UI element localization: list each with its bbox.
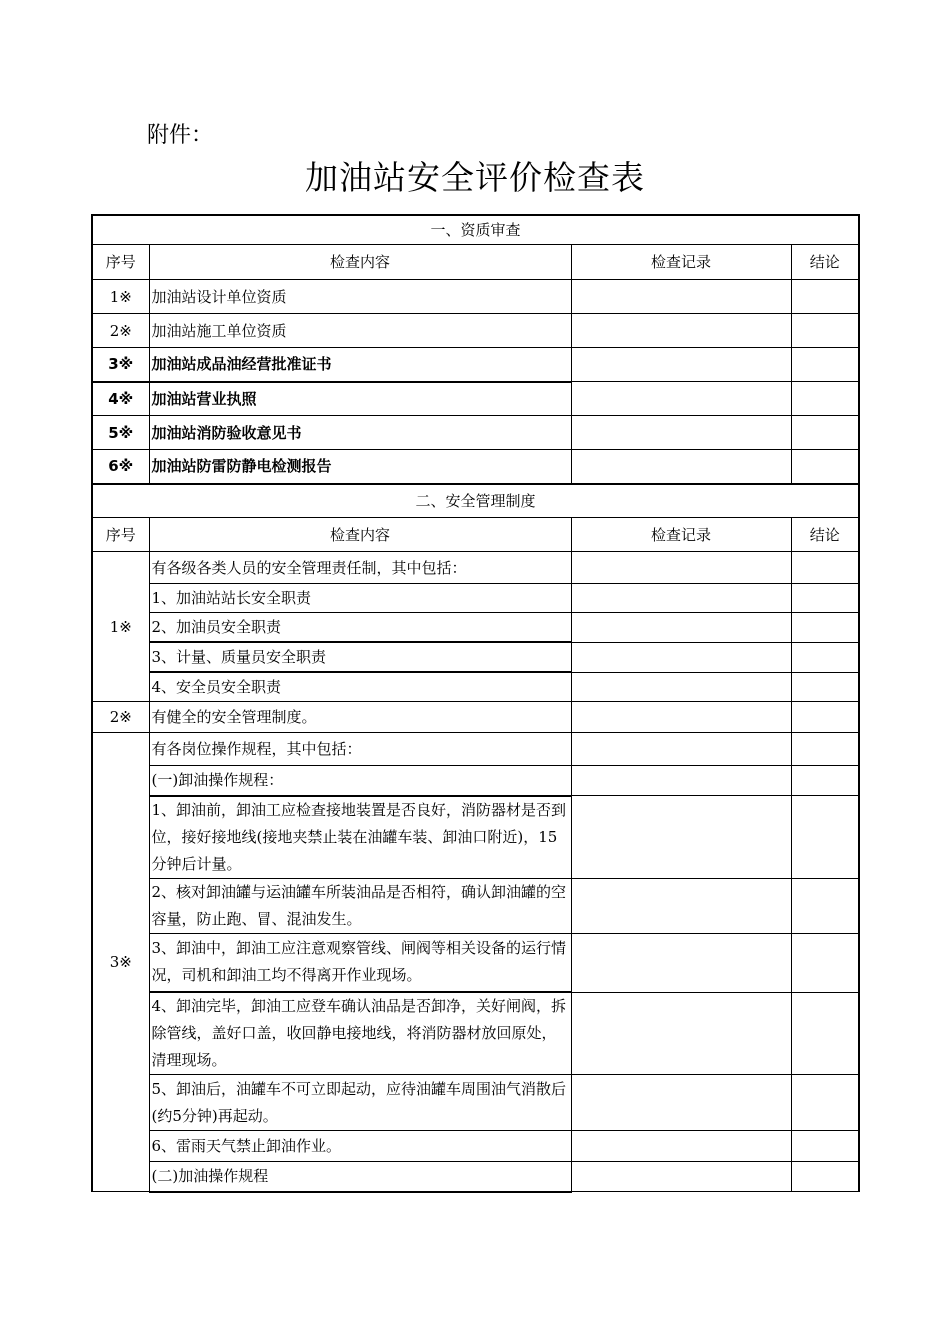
row-no: 3※	[92, 733, 149, 1192]
record-cell[interactable]	[571, 878, 791, 933]
result-cell[interactable]	[791, 314, 859, 348]
result-cell[interactable]	[791, 348, 859, 382]
row-content: 加油站设计单位资质	[149, 280, 571, 314]
table-row	[92, 733, 859, 766]
result-cell[interactable]	[791, 796, 859, 879]
table-row	[92, 280, 859, 314]
record-cell[interactable]	[571, 1162, 791, 1192]
row-content: 加油站施工单位资质	[149, 314, 571, 348]
record-cell[interactable]	[571, 280, 791, 314]
row-content: 加油站成品油经营批准证书	[149, 348, 571, 382]
row-no: 6※	[92, 450, 149, 484]
col-header-result: 结论	[791, 518, 859, 552]
record-cell[interactable]	[571, 702, 791, 733]
section-title: 二、安全管理制度	[92, 484, 859, 518]
record-cell[interactable]	[571, 992, 791, 1075]
row-content: 有各级各类人员的安全管理责任制，其中包括：	[149, 552, 571, 584]
record-cell[interactable]	[571, 450, 791, 484]
row-no: 5※	[92, 416, 149, 450]
row-no: 2※	[92, 314, 149, 348]
record-cell[interactable]	[571, 733, 791, 766]
result-cell[interactable]	[791, 416, 859, 450]
row-no: 3※	[92, 348, 149, 382]
row-content: (二)加油操作规程	[149, 1162, 571, 1192]
table-header-row	[92, 245, 859, 280]
row-content: 4、卸油完毕，卸油工应登车确认油品是否卸净，关好闸阀，拆除管线，盖好口盖，收回静电接地线，将消防器材放回原处，清理现场。	[149, 992, 571, 1075]
record-cell[interactable]	[571, 642, 791, 672]
result-cell[interactable]	[791, 280, 859, 314]
result-cell[interactable]	[791, 878, 859, 933]
section-header-qualification	[92, 215, 859, 245]
table-row	[92, 766, 859, 796]
row-no: 1※	[92, 280, 149, 314]
section-title: 一、资质审查	[92, 215, 859, 245]
table-row	[92, 933, 859, 992]
col-header-no: 序号	[92, 518, 149, 552]
result-cell[interactable]	[791, 382, 859, 416]
result-cell[interactable]	[791, 766, 859, 796]
page-title: 加油站安全评价检查表	[305, 158, 645, 197]
table-row	[92, 702, 859, 733]
table-row	[92, 642, 859, 672]
record-cell[interactable]	[571, 348, 791, 382]
table-row	[92, 613, 859, 643]
record-cell[interactable]	[571, 933, 791, 992]
table-row	[92, 584, 859, 613]
col-header-result: 结论	[791, 245, 859, 280]
record-cell[interactable]	[571, 796, 791, 879]
result-cell[interactable]	[791, 450, 859, 484]
row-content: 1、加油站站长安全职责	[149, 584, 571, 613]
result-cell[interactable]	[791, 702, 859, 733]
row-content: 6、雷雨天气禁止卸油作业。	[149, 1131, 571, 1162]
table-row	[92, 348, 859, 382]
record-cell[interactable]	[571, 1075, 791, 1131]
row-content: 加油站营业执照	[149, 382, 571, 416]
row-content: 加油站防雷防静电检测报告	[149, 450, 571, 484]
result-cell[interactable]	[791, 552, 859, 584]
row-no: 1※	[92, 552, 149, 702]
record-cell[interactable]	[571, 672, 791, 702]
col-header-record: 检查记录	[571, 245, 791, 280]
result-cell[interactable]	[791, 1131, 859, 1162]
section-header-safety-management	[92, 484, 859, 518]
col-header-no: 序号	[92, 245, 149, 280]
table-row	[92, 992, 859, 1075]
result-cell[interactable]	[791, 584, 859, 613]
row-content: 4、安全员安全职责	[149, 672, 571, 702]
row-content: 有健全的安全管理制度。	[149, 702, 571, 733]
table-row	[92, 416, 859, 450]
record-cell[interactable]	[571, 613, 791, 643]
record-cell[interactable]	[571, 416, 791, 450]
row-content: 3、计量、质量员安全职责	[149, 642, 571, 672]
row-content: 加油站消防验收意见书	[149, 416, 571, 450]
col-header-record: 检查记录	[571, 518, 791, 552]
row-content: 有各岗位操作规程，其中包括：	[149, 733, 571, 766]
row-no: 4※	[92, 382, 149, 416]
record-cell[interactable]	[571, 552, 791, 584]
col-header-content: 检查内容	[149, 518, 571, 552]
table-row	[92, 1075, 859, 1131]
result-cell[interactable]	[791, 1075, 859, 1131]
result-cell[interactable]	[791, 933, 859, 992]
row-content: 1、卸油前，卸油工应检查接地装置是否良好，消防器材是否到位，接好接地线(接地夹禁止装在油罐车装、卸油口附近)，15分钟后计量。	[149, 796, 571, 879]
record-cell[interactable]	[571, 766, 791, 796]
table-row	[92, 1162, 859, 1192]
row-content: (一)卸油操作规程：	[149, 766, 571, 796]
table-row	[92, 1131, 859, 1162]
table-row	[92, 796, 859, 879]
table-row	[92, 382, 859, 416]
record-cell[interactable]	[571, 382, 791, 416]
table-row	[92, 672, 859, 702]
result-cell[interactable]	[791, 733, 859, 766]
row-no: 2※	[92, 702, 149, 733]
col-header-content: 检查内容	[149, 245, 571, 280]
row-content: 5、卸油后，油罐车不可立即起动，应待油罐车周围油气消散后(约5分钟)再起动。	[149, 1075, 571, 1131]
row-content: 3、卸油中，卸油工应注意观察管线、闸阀等相关设备的运行情况，司机和卸油工均不得离开作业现场。	[149, 933, 571, 992]
result-cell[interactable]	[791, 642, 859, 672]
result-cell[interactable]	[791, 992, 859, 1075]
result-cell[interactable]	[791, 672, 859, 702]
table-header-row	[92, 518, 859, 552]
record-cell[interactable]	[571, 1131, 791, 1162]
record-cell[interactable]	[571, 314, 791, 348]
attachment-label: 附件：	[147, 123, 214, 148]
table-row	[92, 314, 859, 348]
table-row	[92, 552, 859, 584]
result-cell[interactable]	[791, 1162, 859, 1192]
row-content: 2、加油员安全职责	[149, 613, 571, 643]
result-cell[interactable]	[791, 613, 859, 643]
row-content: 2、核对卸油罐与运油罐车所装油品是否相符，确认卸油罐的空容量，防止跑、冒、混油发生。	[149, 878, 571, 933]
record-cell[interactable]	[571, 584, 791, 613]
table-row	[92, 878, 859, 933]
safety-checklist-table	[91, 214, 860, 1193]
table-row	[92, 450, 859, 484]
